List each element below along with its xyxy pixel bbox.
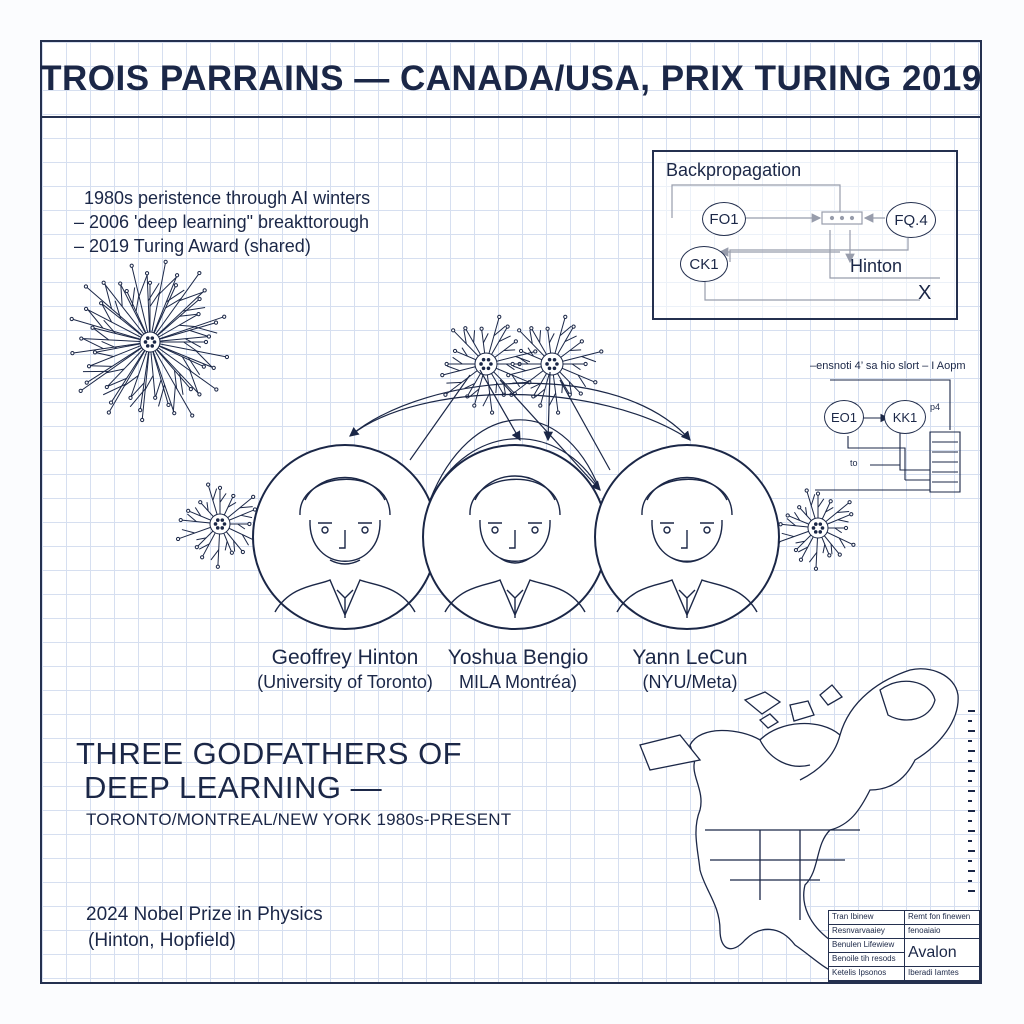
page-title: TROIS PARRAINS — CANADA/USA, PRIX TURING 2019 — [40, 59, 982, 98]
schematic-node-kk1: KK1 — [884, 400, 926, 434]
title-block — [828, 910, 980, 982]
headline-line-1: THREE GODFATHERS OF — [76, 736, 463, 771]
schematic-label-to: to — [850, 458, 858, 468]
nobel-line-1: 2024 Nobel Prize in Physics — [86, 904, 323, 925]
backprop-node-fo1: FO1 — [702, 202, 746, 236]
title-block-cell: Resnvarvaaiey — [829, 925, 905, 939]
title-block-cell: fenoaiaio — [905, 925, 980, 939]
backprop-node-ck1: CK1 — [680, 246, 728, 282]
backprop-hinton-label: Hinton — [850, 256, 903, 276]
neuron-left-icon — [176, 483, 258, 568]
backprop-title: Backpropagation — [666, 160, 802, 180]
neuron-starburst-icon — [70, 260, 228, 421]
nobel-line-2: (Hinton, Hopfield) — [88, 930, 236, 951]
schematic-node-eo1: EO1 — [824, 400, 864, 434]
name-lecun: Yann LeCun — [632, 646, 748, 669]
schematic-label-p4: p4 — [930, 402, 941, 412]
affiliation-hinton: (University of Toronto) — [257, 672, 433, 692]
neuron-right-icon — [776, 489, 855, 570]
backprop-x-mark: X — [918, 282, 932, 304]
affiliation-lecun: (NYU/Meta) — [642, 672, 738, 692]
portrait-lecun — [595, 445, 779, 629]
title-block-cell: Ketelis Ipsonos — [829, 967, 905, 981]
schematic-title: –ensnoti 4’ sa hio slort – I Aopm — [810, 360, 966, 372]
portrait-hinton — [253, 445, 437, 629]
title-block-avalon: Avalon — [905, 939, 980, 967]
backprop-node-fq4: FQ.4 — [886, 202, 936, 238]
neuron-top-a-icon — [441, 315, 537, 414]
ruler-marks — [966, 710, 978, 900]
timeline-line-3: – 2019 Turing Award (shared) — [74, 236, 311, 256]
timeline-line-1: 1980s peristence through AI winters — [84, 188, 371, 208]
timeline-line-2: – 2006 'deep learning" breakttorough — [74, 212, 370, 232]
title-block-cell: Tran Ibinew — [829, 911, 905, 925]
title-block-cell: Benoile tih resods — [829, 953, 905, 967]
affiliation-bengio: MILA Montréa) — [458, 672, 578, 692]
headline-line-2: DEEP LEARNING — — [84, 770, 383, 805]
name-bengio: Yoshua Bengio — [447, 646, 589, 669]
title-block-cell: Remt fon finewen — [905, 911, 980, 925]
headline-subtitle: TORONTO/MONTREAL/NEW YORK 1980s-PRESENT — [86, 810, 512, 829]
portrait-bengio — [423, 445, 607, 629]
title-block-cell: Iberadi Iamtes — [905, 967, 980, 981]
right-schematic-wiring — [815, 380, 960, 492]
name-hinton: Geoffrey Hinton — [271, 646, 419, 669]
title-block-cell: Benulen Lifewiew — [829, 939, 905, 953]
